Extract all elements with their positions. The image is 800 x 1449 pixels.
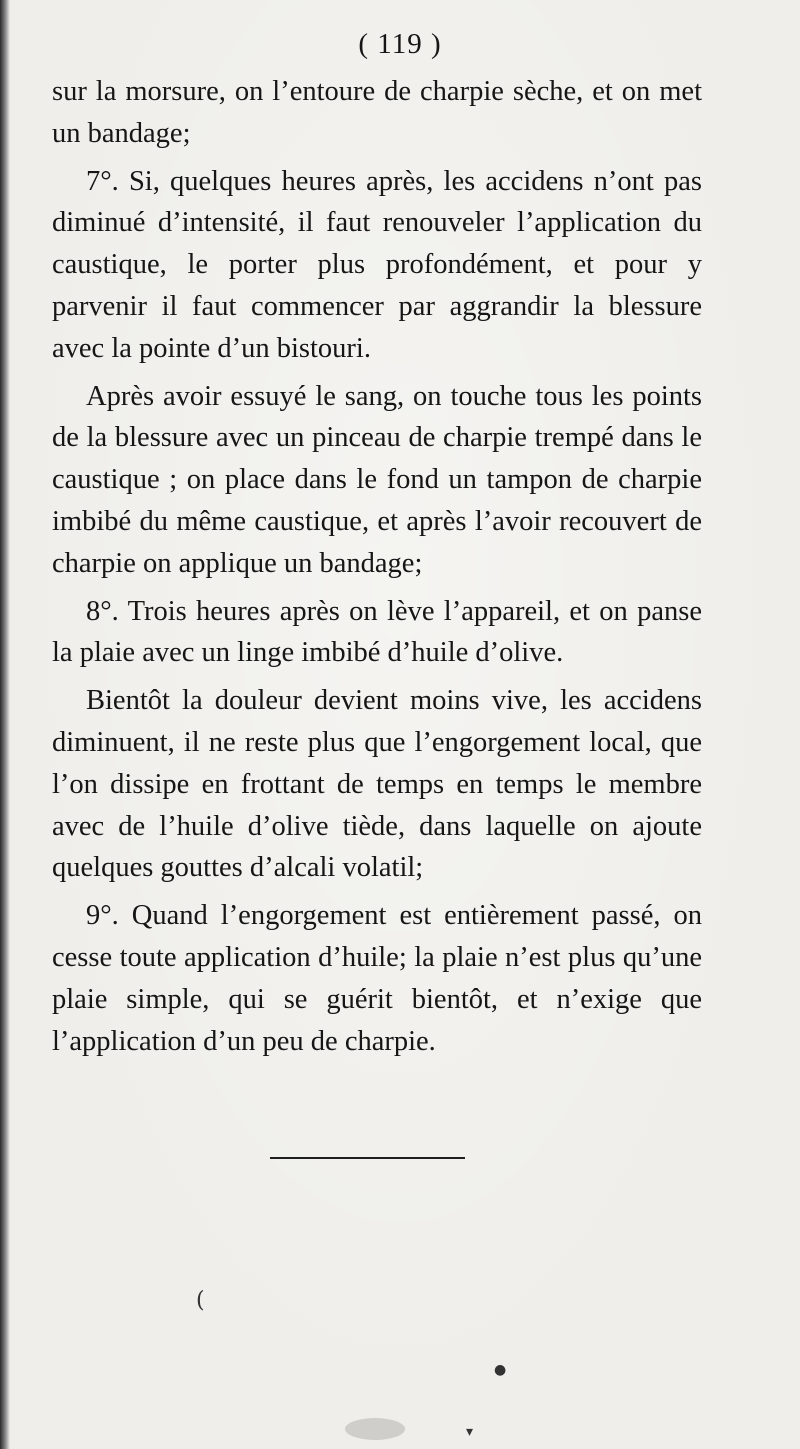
paragraph-bientot: Bientôt la douleur devient moins vive, les accidens diminuent, il ne reste plus que l’engorgement local, que l’on dissipe en frottant de temps en temps le membre avec de l’huile d’olive tiède, dans laquelle on ajoute quelques gouttes d’alcali volatil;	[52, 685, 702, 884]
ink-smudge	[345, 1418, 405, 1440]
ink-speck: ●	[494, 1362, 507, 1378]
paragraph-step-9: 9°. Quand l’engorgement est entièrement passé, on cesse toute application d’huile; la plaie n’est plus qu’une plaie simple, qui se guérit bientôt, et n’exige que l’application d’un peu de charpie.	[52, 900, 702, 1057]
ink-speck: ▾	[466, 1424, 474, 1440]
page-number: ( 119 )	[358, 28, 442, 60]
ink-speck: (	[196, 1288, 205, 1313]
paragraph-apres-avoir: Après avoir essuyé le sang, on touche tous les points de la blessure avec un pinceau de charpie trempé dans le caustique ; on place dans le fond un tampon de charpie imbibé du même caustique, et après l’avoir recouvert de charpie on applique un bandage;	[52, 380, 702, 579]
paragraph-step-7: 7°. Si, quelques heures après, les accidens n’ont pas diminué d’intensité, il faut renouveler l’application du caustique, le porter plus profondément, et pour y parvenir il faut commencer par aggrandir la blessure avec la pointe d’un bistouri.	[52, 165, 702, 364]
page-binding-edge	[0, 0, 10, 1449]
section-divider-rule	[270, 1157, 465, 1159]
paragraph-step-8: 8°. Trois heures après on lève l’appareil, et on panse la plaie avec un linge imbibé d’huile d’olive.	[52, 595, 702, 669]
page-body	[52, 71, 702, 1068]
paragraph-continuation: sur la morsure, on l’entoure de charpie sèche, et on met un bandage;	[52, 76, 702, 149]
